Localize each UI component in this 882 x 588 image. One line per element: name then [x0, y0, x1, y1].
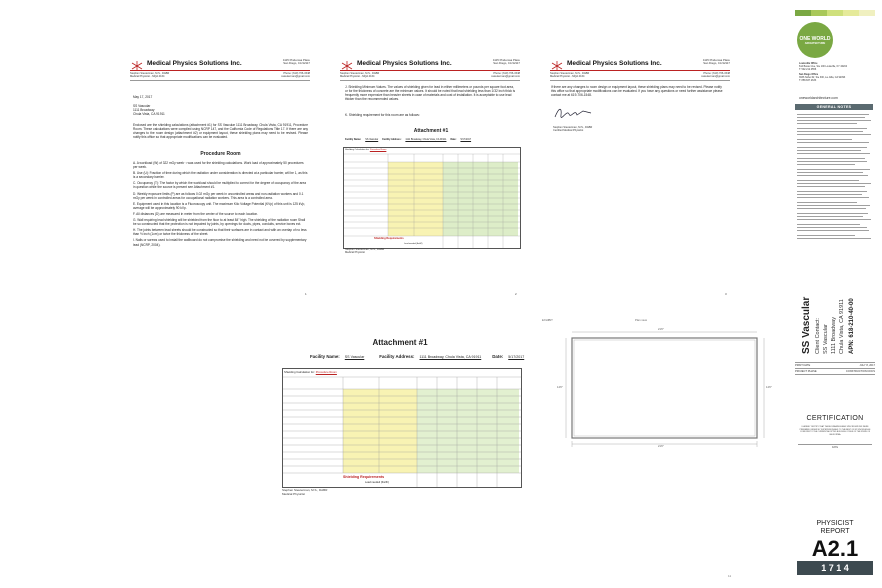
requirements-list [133, 161, 308, 247]
list-item: I. Nails or screws used to install the wallboard do not compromise the shielding and need not be covered by supplementary lead (NCRP, 2004). [133, 238, 307, 247]
project-address-1: SS Vascular [823, 324, 829, 354]
sheet-number: A2.1 [811, 536, 859, 561]
dimension-top: 21'0" [658, 328, 664, 331]
header-contact: Stephen Steuterman, M.S., DABR Medical Physicist - MQA 4164 Phone: (619) 706-1548 ssteuterman@gmail.com [340, 72, 520, 79]
project-number: 1 7 1 4 [797, 561, 873, 575]
header-contact: Stephen Steuterman, M.S., DABR Medical Physicist - MQA 4164 Phone: (619) 706-1548 ssteuterman@gmail.com [130, 72, 310, 79]
dimension-left: 14'0" [557, 386, 563, 389]
table-grid [344, 148, 520, 248]
title-block [795, 10, 875, 580]
project-address-3: Chula Vista, CA 91911 [839, 299, 845, 354]
recipient-block: SS Vascular 1111 Broadway Chula Vista, CA 91911 [133, 104, 165, 117]
letter-page-2 [325, 55, 525, 300]
table-grid [283, 369, 521, 487]
header-rule [550, 70, 730, 71]
letter-date: May 17, 2017 [133, 95, 153, 99]
page-number: 1 [305, 292, 307, 296]
list-item: F. All distances (D) are measured in meter from the center of the source to each location. [133, 211, 259, 216]
date-label: DATE [831, 446, 839, 449]
asterisk-logo-icon [340, 58, 354, 68]
company-name: Medical Physics Solutions Inc. [567, 60, 662, 67]
requirements-title: Shielding Requirements [374, 237, 404, 240]
closing-paragraph: If there are any changes to room design or equipment layout, these shielding plans may need to be revised. Please notify this office so that appropriate modifications can be evaluated. If you have any questions or need further assistance please contact me at 619-706-1548. [551, 85, 723, 98]
lead-needed-label: Lead needed (lbs/ft²) [404, 243, 423, 245]
dimension-bottom: 21'0" [658, 445, 664, 448]
calc-label-row: Shielding Calculation for: Procedure Room [345, 148, 387, 151]
page-number: 3 [725, 292, 727, 296]
list-item: C. Occupancy (T): The factor by which the workload should be multiplied to correct for the degree of occupancy of the area in question while the source is present see Attachment #1. [133, 181, 307, 190]
shielding-table-small [343, 147, 521, 249]
company-name: Medical Physics Solutions Inc. [147, 60, 242, 67]
page-mark: 11 [728, 574, 732, 578]
list-item: H. The joints between lead sheets should be constructed so that their surfaces are in contact and with an overlap of no less than ½ inch (1cm) or twice the thickness of the sheet. [133, 228, 307, 237]
lead-needed-label: Lead needed (lbs/ft²) [365, 481, 389, 484]
attachment-title: Attachment #1 [413, 128, 449, 134]
certification-text: I HEREBY CERTIFY THAT THESE DRAWINGS AND SPECIFICATIONS WERE PREPARED UNDER MY SUPERVISION AND TO THE BEST OF MY KNOWLEDGE CONFORM TO THE CURRENT ADOPTED BUILDING CODES OF THE STATE OF CALIFORNIA. [799, 426, 871, 436]
list-item: B. Use (U): Fraction of time during which the radiation under consideration is directed at a particular barrier, will be 1, as this is a secondary barrier. [133, 171, 308, 180]
table-signatory: Stephen Steuterman, M.S., DABR Medical Physicist [345, 248, 385, 255]
requirements-title: Shielding Requirements [343, 475, 385, 479]
list-item: G. Wall requiring lead shielding will be shielded from the floor to at least 84" high. The shielding of the radiation room Shall be so constructed that the protection is not impaired by joints, by openings for ducts, pipes, conduits, service boxes ect. [133, 218, 306, 227]
list-item: A. A workload (W) of 322 mGy week⁻¹ was used for the shielding calculations. Work load of approximately 50 procedures per week. [133, 161, 304, 170]
project-meta: PRINT DATE JULY 8, 2017 PROJECT PHASE CONSTRUCTION DOCS [795, 364, 875, 373]
firm-website: oneworldarchitecture.com [799, 96, 838, 100]
sheet-subtitle: PHYSICIST REPORT [816, 520, 854, 535]
general-notes-lines [797, 112, 873, 280]
floorplan-label-left: EXHIBIT [542, 318, 553, 322]
item-k: K. Shielding requirement for this room are as follows: [345, 113, 420, 117]
header-rule [340, 70, 520, 71]
color-strip [795, 10, 875, 16]
signature [553, 105, 593, 121]
certification-rule [798, 444, 872, 445]
header-rule-2 [550, 80, 730, 81]
calc-label-row: Shielding Calculation for: Procedure Room [284, 369, 337, 374]
company-address: 4115 Pinderosa Place San Diego, CA 92117 [702, 58, 730, 66]
table-signatory: Stephen Steuterman, M.S., DABR Medical Physicist [282, 488, 328, 496]
project-info-vertical [795, 268, 875, 356]
apn: APN: 618-210-40-00 [849, 298, 855, 354]
company-address: 4115 Pinderosa Place San Diego, CA 92117 [282, 58, 310, 66]
general-notes-body [797, 112, 873, 280]
floor-plan [540, 318, 790, 468]
asterisk-logo-icon [550, 58, 564, 68]
floorplan-label-center: Plan view [635, 318, 647, 322]
project-address-2: 1111 Broadway [831, 317, 837, 354]
list-item: D. Weekly exposure limits (P) are as follows 0.02 mGy per week in uncontrolled areas and non-radiation workers and 0.1 mGy per week in controlled areas for occupational radiation workers. This area is a controlled area. [133, 191, 304, 200]
certification-title: CERTIFICATION [806, 415, 864, 422]
list-item: E. Equipment used in this location is a Fluoroscopy unit. The maximum Kilo Voltage Potential (KVp) of this unit is 125 kVp, average will be approximately 90 kVp. [133, 201, 306, 210]
dimension-right: 14'0" [766, 386, 772, 389]
floor-plan-drawing [540, 318, 790, 468]
header-rule-2 [130, 80, 310, 81]
general-notes-heading: GENERAL NOTES [795, 104, 873, 110]
office-addresses: Louisville Office 614 Baxter Ave, Ste 100 Louisville, KY 40204 T: 502.212.0556 San Diego Office 3636 Nobel Dr, Ste 300, La Jolla, CA 92093 T: 858.837.2633 [799, 62, 848, 82]
header-contact: Stephen Steuterman, M.S., DABR Medical Physicist - MQA 4164 Phone: (619) 706-1548 ssteuterman@gmail.com [550, 72, 730, 79]
intro-paragraph: Enclosed are the shielding calculations (attachment #1) for SS Vascular 1111 Broadway, Chula Vista, CA 91911, Procedure Room. These calculations were compiled using NCRP 147, and the California Code of Regulations Title 17. If there are any changes to the room design (attachment #2) or equipment layout, these shielding plans may need to be revised. Please notify this office so that appropriate modifications can be evaluated. [133, 123, 308, 140]
shielding-table-large [282, 368, 522, 488]
company-address: 4115 Pinderosa Place San Diego, CA 92117 [492, 58, 520, 66]
header-rule [130, 70, 310, 71]
project-name: SS Vascular [801, 296, 812, 354]
closing-signatory: Stephen Steuterman, M.S., DABR Certified Medical Physicist [553, 126, 593, 133]
facility-info-row: Facility Name: SS Vascular Facility Address: 1111 Broadway, Chula Vista, CA 91911 Date: 5/17/2017 [345, 138, 472, 141]
header-rule-2 [340, 80, 520, 81]
letter-page-3 [535, 55, 735, 300]
letter-page-1 [115, 55, 315, 300]
client-contact: Client Contact: [815, 317, 821, 354]
page-number: 2 [515, 292, 517, 296]
facility-info-row: Facility Name: SS Vascular Facility Address: 1111 Broadway, Chula Vista, CA 91911 Date: 5/17/2017 [310, 354, 525, 359]
asterisk-logo-icon [130, 58, 144, 68]
company-name: Medical Physics Solutions Inc. [357, 60, 452, 67]
attachment-large [270, 330, 530, 500]
firm-logo: ONE WORLD ARCHITECTURE [797, 22, 833, 58]
attachment-title: Attachment #1 [372, 338, 428, 347]
item-j: J. Shielding Minimum Values. The values of shielding given for lead in either millimeters or pounds per square foot area, or for the thickness of concrete are the minimum values. It should be noted that lead shielding less than 1/32 inch thick is frequently more expensive than heavier sheets in case of materials and cost of installation. It is acceptable to use lead thicker than the recommended values. [345, 85, 516, 102]
section-heading: Procedure Room [200, 151, 241, 157]
